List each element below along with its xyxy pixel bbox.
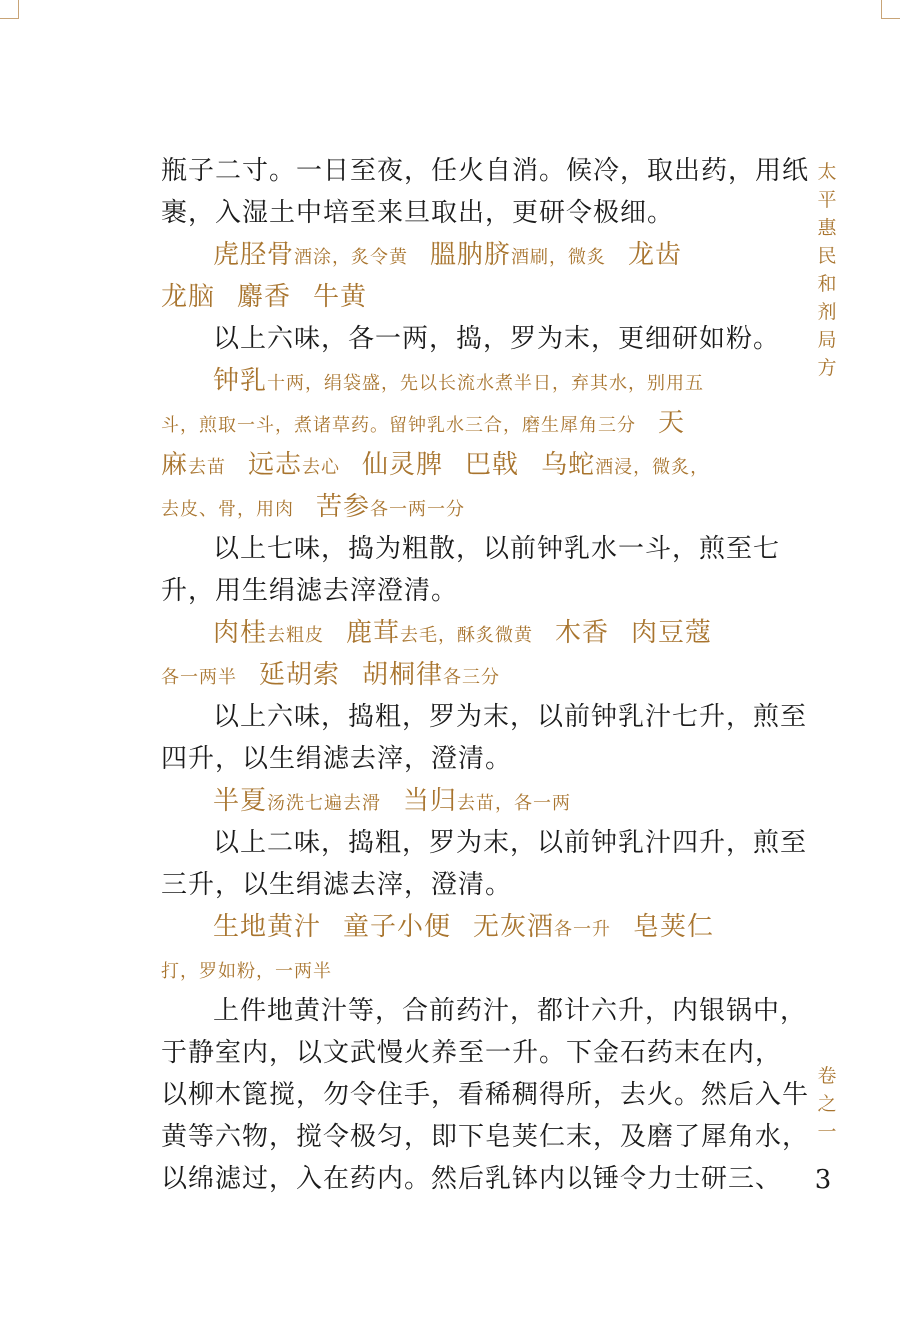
- volume-label: [816, 1062, 838, 1146]
- herb-annotation: 去毛，酥炙微黄: [400, 625, 534, 646]
- body-text: 以绵滤过，入在药内。然后乳钵内以锤令力士研三、: [161, 1164, 783, 1194]
- herb-name: 牛黄: [313, 282, 368, 312]
- herb-annotation: 各一升: [554, 919, 612, 940]
- body-text: 以上七味，捣为粗散，以前钟乳水一斗，煎至七: [213, 534, 781, 564]
- herb-name: 半夏: [213, 786, 268, 816]
- text-line: [161, 738, 761, 780]
- body-text: 黄等六物，搅令极匀，即下皂荚仁末，及磨了犀角水，: [161, 1122, 810, 1152]
- herb-name: 肉桂: [213, 618, 268, 648]
- volume-label-char: 卷: [817, 1065, 837, 1087]
- herb-name: 胡桐律: [362, 660, 444, 690]
- body-text: 以上二味，捣粗，罗为末，以前钟乳汁四升，煎至: [213, 828, 808, 858]
- herb-name: 钟乳: [213, 366, 268, 396]
- herb-annotation: 各一两半: [161, 667, 237, 688]
- running-title-char: 平: [817, 189, 837, 211]
- text-line: [161, 780, 761, 822]
- herb-annotation: 各三分: [443, 667, 501, 688]
- herb-name: 无灰酒: [473, 912, 555, 942]
- running-title-char: 剂: [817, 301, 837, 323]
- herb-annotation: 去苗: [188, 457, 227, 478]
- text-line: [161, 444, 761, 486]
- body-text: 裹，入湿土中培至来旦取出，更研令极细。: [161, 198, 675, 228]
- running-title: [816, 158, 838, 382]
- body-text: 四升，以生绢滤去滓，澄清。: [161, 744, 513, 774]
- herb-annotation: 酒浸，微炙，: [595, 457, 710, 478]
- body-text: 升，用生绢滤去滓澄清。: [161, 576, 459, 606]
- text-line: [161, 192, 761, 234]
- herb-name: 远志: [248, 450, 303, 480]
- text-line: [161, 402, 761, 444]
- herb-name: 鹿茸: [346, 618, 401, 648]
- herb-annotation: 汤洗七遍去滑: [267, 793, 382, 814]
- text-line: [161, 150, 810, 192]
- page-body: [161, 150, 810, 1200]
- herb-annotation: 酒刷，微炙: [511, 247, 607, 268]
- text-line: [161, 1074, 810, 1116]
- herb-annotation: 酒涂，炙令黄: [294, 247, 409, 268]
- text-line: [161, 906, 761, 948]
- text-line: [161, 318, 781, 360]
- body-text: 以上六味，捣粗，罗为末，以前钟乳汁七升，煎至: [213, 702, 808, 732]
- body-text: 于静室内，以文武慢火养至一升。下金石药末在内，: [161, 1038, 783, 1068]
- body-text: 三升，以生绢滤去滓，澄清。: [161, 870, 513, 900]
- running-title-char: 惠: [817, 217, 837, 239]
- herb-name: 天: [658, 408, 686, 438]
- volume-label-char: 一: [817, 1121, 837, 1143]
- herb-annotation: 去皮、骨，用肉: [161, 499, 294, 520]
- herb-annotation: 十两，绢袋盛，先以长流水煮半日，弃其水，别用五: [267, 373, 705, 394]
- crop-mark-right: [881, 0, 900, 19]
- text-line: [161, 528, 781, 570]
- herb-annotation: 打，罗如粉，一两半: [161, 961, 332, 982]
- text-line: [161, 696, 808, 738]
- text-line: [161, 1032, 783, 1074]
- volume-label-char: 之: [817, 1093, 837, 1115]
- text-line: [161, 864, 761, 906]
- running-title-char: 方: [817, 357, 837, 379]
- herb-name: 麝香: [237, 282, 292, 312]
- body-text: 以柳木篦搅，勿令住手，看稀稠得所，去火。然后入牛: [161, 1080, 810, 1110]
- herb-name: 皂荚仁: [633, 912, 715, 942]
- herb-annotation: 斗，煎取一斗，煮诸草药。留钟乳水三合，磨生犀角三分: [161, 415, 636, 436]
- herb-name: 童子小便: [343, 912, 452, 942]
- herb-annotation: 去粗皮: [267, 625, 325, 646]
- herb-name: 乌蛇: [541, 450, 596, 480]
- herb-annotation: 去苗，各一两: [457, 793, 572, 814]
- herb-annotation: 各一两一分: [370, 499, 466, 520]
- running-title-char: 和: [817, 273, 837, 295]
- text-line: [161, 990, 808, 1032]
- text-line: [161, 360, 761, 402]
- herb-name: 当归: [403, 786, 458, 816]
- text-line: [161, 1116, 810, 1158]
- text-line: [161, 948, 761, 990]
- running-title-char: 民: [817, 245, 837, 267]
- text-line: [161, 1158, 783, 1200]
- body-text: 上件地黄汁等，合前药汁，都计六升，内银锅中，: [213, 996, 808, 1026]
- running-title-char: 局: [817, 329, 837, 351]
- herb-name: 苦参: [316, 492, 371, 522]
- text-line: [161, 486, 761, 528]
- text-line: [161, 822, 808, 864]
- herb-name: 膃肭脐: [430, 240, 512, 270]
- herb-name: 肉豆蔻: [631, 618, 713, 648]
- page-number: 3: [814, 1165, 832, 1195]
- running-title-char: 太: [817, 161, 837, 183]
- herb-name: 巴戟: [465, 450, 520, 480]
- herb-name: 龙脑: [161, 282, 216, 312]
- herb-name: 木香: [555, 618, 610, 648]
- body-text: 瓶子二寸。一日至夜，任火自消。候冷，取出药，用纸: [161, 156, 810, 186]
- text-line: [161, 612, 761, 654]
- herb-name: 延胡索: [259, 660, 341, 690]
- herb-name: 麻: [161, 450, 189, 480]
- herb-annotation: 去心: [302, 457, 341, 478]
- text-line: [161, 570, 761, 612]
- text-line: [161, 276, 761, 318]
- herb-name: 仙灵脾: [362, 450, 444, 480]
- crop-mark-left: [0, 0, 19, 19]
- herb-name: 龙齿: [628, 240, 683, 270]
- body-text: 以上六味，各一两，捣，罗为末，更细研如粉。: [213, 324, 781, 354]
- herb-name: 虎胫骨: [213, 240, 295, 270]
- text-line: [161, 654, 761, 696]
- text-line: [161, 234, 761, 276]
- herb-name: 生地黄汁: [213, 912, 322, 942]
